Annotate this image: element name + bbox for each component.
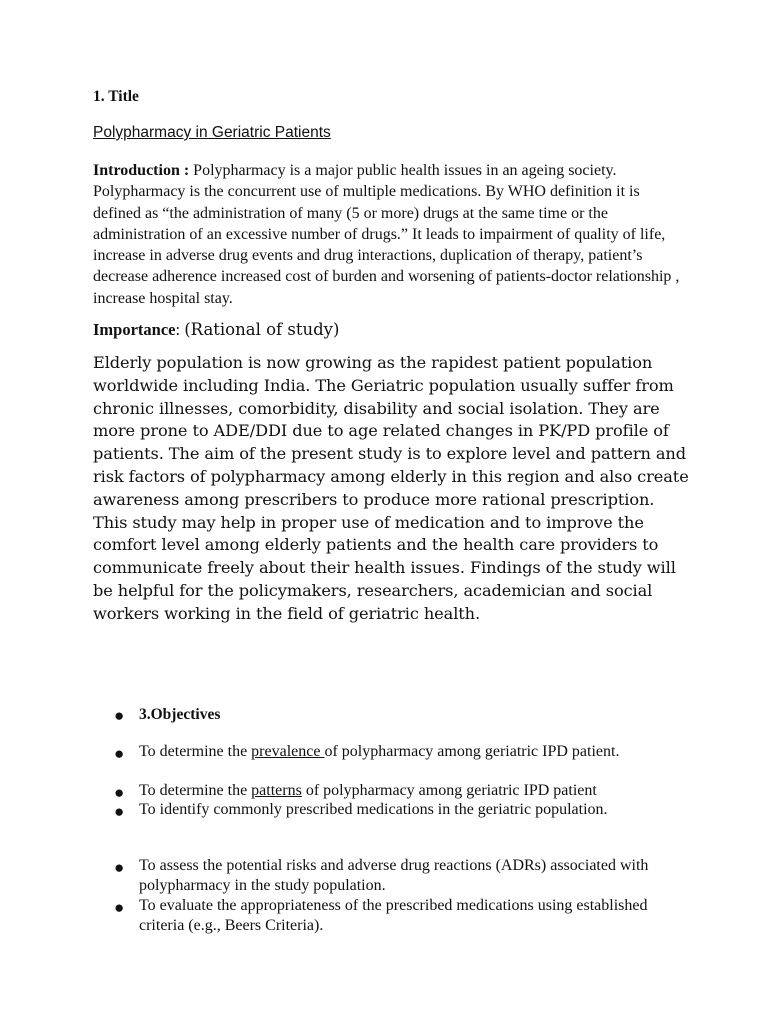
- objective-text: To identify commonly prescribed medications in the geriatric population.: [139, 801, 608, 818]
- objective-text-part: of polypharmacy among geriatric IPD patient.: [324, 743, 620, 760]
- document-subtitle: Polypharmacy in Geriatric Patients: [93, 124, 331, 141]
- introduction-text: Polypharmacy is a major public health issues in an ageing society. Polypharmacy is the concurrent use of multiple medications. By WHO definition it is defined as “the administration of many (5 or more) drugs at the same time or the administration of an excessive number of drugs.” It leads to impairment of quality of life, increase in adverse drug events and drug interactions, duplication of therapy, patient’s decrease adherence increased cost of burden and worsening of patients-doctor relationship , increase hospital stay.: [93, 162, 680, 307]
- bullet-icon: ●: [114, 802, 125, 821]
- objective-text-part: To determine the: [139, 743, 252, 760]
- bullet-icon: ●: [114, 706, 125, 725]
- introduction-label: Introduction :: [93, 162, 190, 179]
- importance-label: Importance: [93, 320, 176, 339]
- importance-colon: :: [175, 320, 181, 339]
- objective-text-part: of polypharmacy among geriatric IPD patient: [301, 782, 597, 799]
- objectives-heading-text: 3.Objectives: [139, 706, 221, 723]
- importance-paragraph: Elderly population is now growing as the rapidest patient population worldwide including India. The Geriatric population usually suffer from chronic illnesses, comorbidity, disability and social isolation. They are more prone to ADE/DDI due to age related changes in PK/PD profile of patients. The aim of the present study is to explore level and pattern and risk factors of polypharmacy among elderly in this region and also create awareness among prescribers to produce more rational prescription. This study may help in proper use of medication and to improve the comfort level among elderly patients and the health care providers to communicate freely about their health issues. Findings of the study will be helpful for the policymakers, researchers, academician and social workers working in the field of geriatric health.: [93, 353, 689, 623]
- objective-text-part: To determine the: [139, 782, 252, 799]
- importance-heading: [93, 320, 339, 340]
- objective-underlined-term: patterns: [251, 782, 302, 799]
- objective-text: To evaluate the appropriateness of the prescribed medications using established criteria (e.g., Beers Criteria).: [139, 897, 648, 934]
- bullet-icon: ●: [114, 783, 125, 802]
- section-heading-title: 1. Title: [93, 88, 139, 105]
- bullet-icon: ●: [114, 858, 125, 877]
- bullet-icon: ●: [114, 898, 125, 917]
- objective-underlined-term: prevalence: [251, 743, 325, 760]
- objective-text: [139, 781, 684, 801]
- bullet-icon: ●: [114, 744, 125, 763]
- introduction-paragraph: [93, 160, 683, 309]
- objective-text: [139, 742, 684, 762]
- importance-subtitle: (Rational of study): [184, 320, 340, 339]
- objective-text: To assess the potential risks and adverse drug reactions (ADRs) associated with polypharmacy in the study population.: [139, 857, 649, 894]
